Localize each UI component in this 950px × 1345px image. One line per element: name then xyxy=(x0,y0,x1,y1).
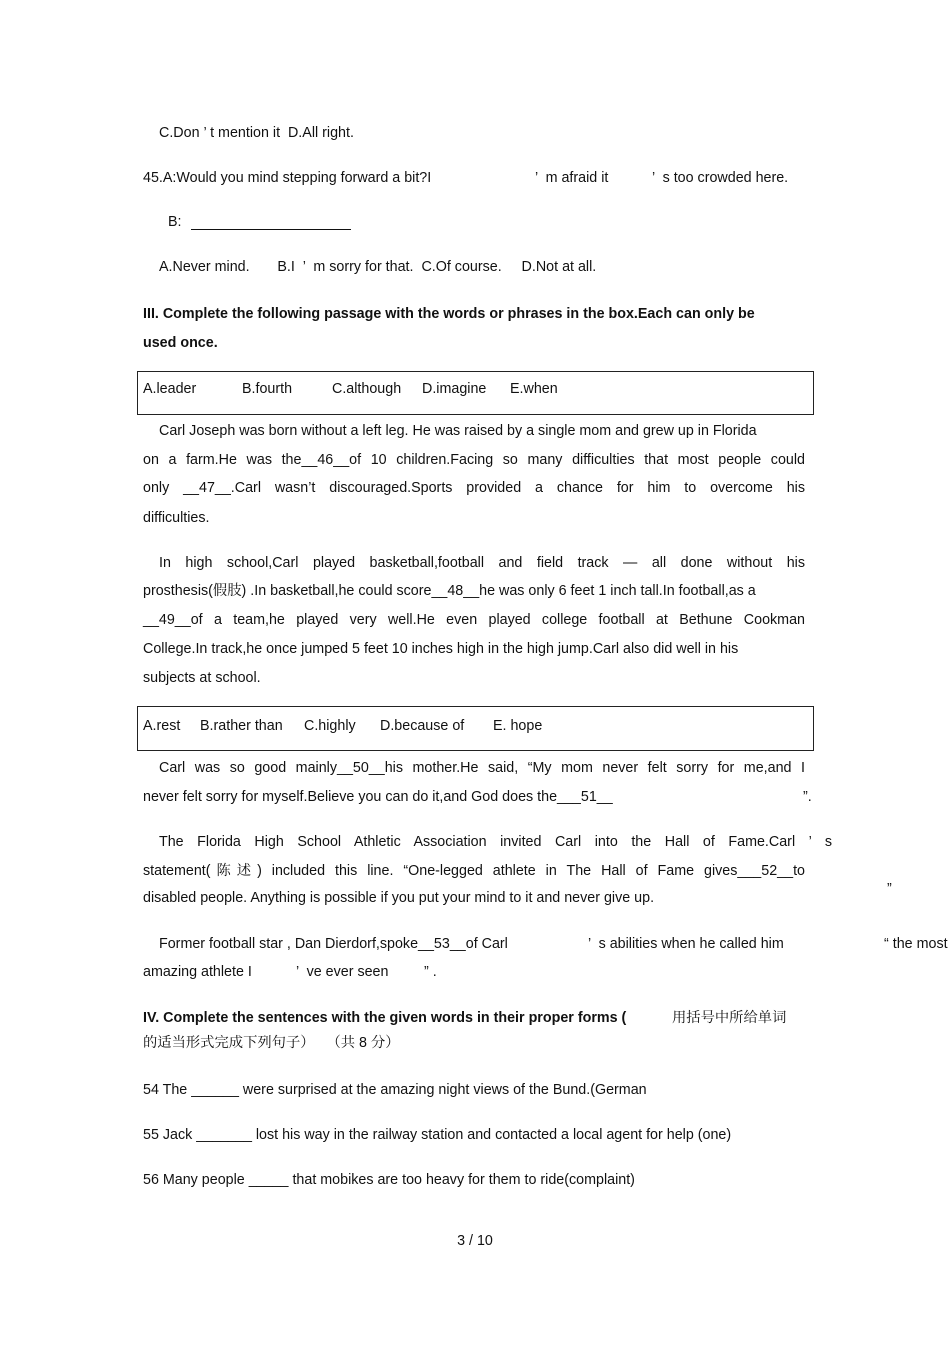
section4-heading-cn: 用括号中所给单词 xyxy=(672,1010,787,1026)
passage-line: Carl Joseph was born without a left leg. He was raised by a single mom and grew up in Florida xyxy=(159,423,757,439)
passage-line: difficulties. xyxy=(143,510,210,526)
q45-question-part2: ’ m afraid it xyxy=(535,170,609,186)
passage-line: ’ ve ever seen xyxy=(296,964,389,980)
passage-line: on a farm.He was the__46__of 10 children.Facing so many difficulties that most people could xyxy=(143,452,805,468)
q45-options: A.Never mind. B.I ’ m sorry for that. C.Of course. D.Not at all. xyxy=(159,259,597,275)
exercise-item: 54 The ______ were surprised at the amazing night views of the Bund.(German xyxy=(143,1082,647,1098)
word-option: A.leader xyxy=(143,381,197,397)
passage-line: disabled people. Anything is possible if you put your mind to it and never give up. xyxy=(143,890,655,906)
passage-line: statement(陈述) included this line. “One-legged athlete in The Hall of Fame gives___52__to xyxy=(143,863,805,879)
passage-line: only __47__.Carl wasn’t discouraged.Sports provided a chance for him to overcome his xyxy=(143,480,805,496)
section4-heading-line2: 的适当形式完成下列句子） （共 8 分） xyxy=(143,1035,400,1051)
word-option: E. hope xyxy=(493,718,543,734)
passage-line: The Florida High School Athletic Association invited Carl into the Hall of Fame.Carl ’ s xyxy=(159,834,832,850)
word-box-1 xyxy=(137,371,814,415)
passage-line: College.In track,he once jumped 5 feet 10 inches high in the high jump.Carl also did well in his xyxy=(143,641,739,657)
q45-question-part1: 45.A:Would you mind stepping forward a bit?I xyxy=(143,170,432,186)
word-option: A.rest xyxy=(143,718,181,734)
section3-heading-line1: III. Complete the following passage with the words or phrases in the box.Each can only be xyxy=(143,306,755,322)
passage-line: In high school,Carl played basketball,football and field track — all done without his xyxy=(159,555,805,571)
passage-quote-end: ” xyxy=(887,881,892,897)
word-option: B.fourth xyxy=(242,381,293,397)
word-option: C.although xyxy=(332,381,402,397)
passage-line: never felt sorry for myself.Believe you can do it,and God does the___51__ xyxy=(143,789,613,805)
word-option: C.highly xyxy=(304,718,356,734)
word-option: D.because of xyxy=(380,718,465,734)
q45-question-part3: ’ s too crowded here. xyxy=(652,170,789,186)
passage-line: Former football star , Dan Dierdorf,spoke__53__of Carl xyxy=(159,936,508,952)
word-option: E.when xyxy=(510,381,558,397)
passage-line: amazing athlete I xyxy=(143,964,252,980)
passage-line: “ the most xyxy=(884,936,948,952)
passage-line: prosthesis(假肢) .In basketball,he could score__48__he was only 6 feet 1 inch tall.In football,as a xyxy=(143,583,756,599)
passage-line: ’ s abilities when he called him xyxy=(588,936,784,952)
exercise-item: 56 Many people _____ that mobikes are too heavy for them to ride(complaint) xyxy=(143,1172,635,1188)
q45-b-label: B: xyxy=(168,214,182,230)
exercise-item: 55 Jack _______ lost his way in the railway station and contacted a local agent for help (one) xyxy=(143,1127,732,1143)
word-option: B.rather than xyxy=(200,718,283,734)
passage-quote-end: ”. xyxy=(803,789,812,805)
word-box-2 xyxy=(137,706,814,751)
passage-quote-end: ” . xyxy=(424,964,437,980)
word-option: D.imagine xyxy=(422,381,487,397)
passage-line: Carl was so good mainly__50__his mother.He said, “My mom never felt sorry for me,and I xyxy=(159,760,805,776)
passage-line: subjects at school. xyxy=(143,670,261,686)
section4-heading-line1: IV. Complete the sentences with the given words in their proper forms ( xyxy=(143,1010,627,1026)
section3-heading-line2: used once. xyxy=(143,335,218,351)
passage-line: __49__of a team,he played very well.He even played college football at Bethune Cookman xyxy=(143,612,805,628)
q44-options-tail: C.Don ’ t mention it D.All right. xyxy=(159,125,354,141)
page-number: 3 / 10 xyxy=(457,1233,493,1249)
answer-blank-line xyxy=(191,229,351,230)
